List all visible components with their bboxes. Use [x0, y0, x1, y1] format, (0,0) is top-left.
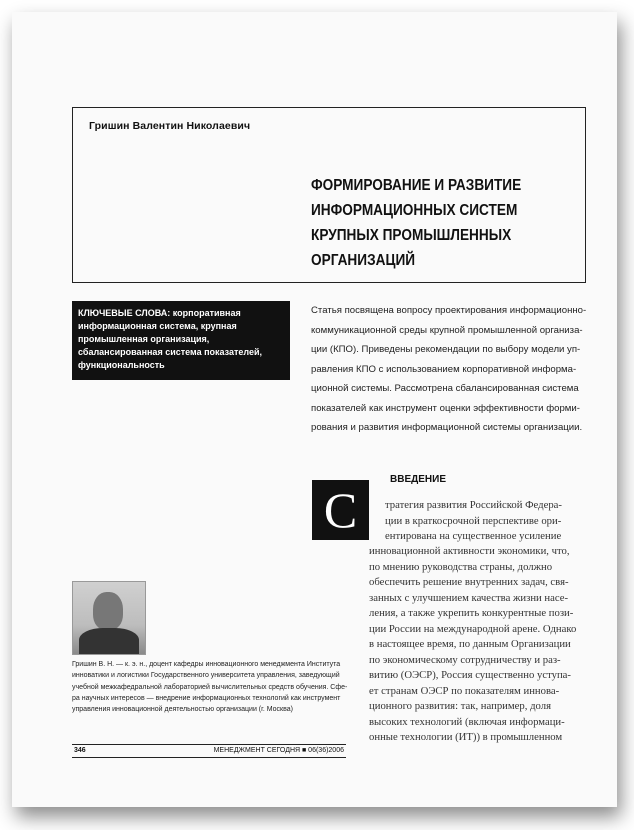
body-line: инновационной активности экономики, что, [369, 545, 570, 557]
body-line: по экономическому сотрудничеству и раз- [369, 653, 561, 666]
body-line: онные технологии (ИТ)) в промышленном [369, 731, 563, 743]
intro-text [369, 544, 587, 746]
body-line: тратегия развития Российской Федера- [385, 499, 562, 511]
article-header-box [72, 107, 586, 283]
bio-line: Гришин В. Н. — к. э. н., доцент кафедры инновационного менеджмента Института [72, 661, 341, 668]
body-line: высоких технологий (включая информаци- [369, 715, 565, 728]
article-title [311, 173, 540, 273]
abstract-line: ционной системы. Рассмотрена сбалансированная система [311, 383, 579, 394]
body-line: ции России на международной арене. Однако [369, 622, 577, 635]
author-name: Гришин Валентин Николаевич [89, 120, 251, 132]
title-line: ОРГАНИЗАЦИЙ [311, 252, 416, 269]
body-line: ции в краткосрочной перспективе ори- [385, 514, 562, 527]
abstract-line: равления КПО с использованием корпоративной информа- [311, 363, 577, 375]
body-line: обеспечить решение внутренних задач, свя- [369, 576, 569, 588]
body-line: ления, а также укрепить конкурентные пози- [369, 607, 574, 619]
body-line: витию (ОЭСР), Россия существенно уступа- [369, 669, 571, 681]
body-line: ентирована на существенное усиление [385, 530, 562, 542]
drop-cap: С [312, 480, 369, 540]
body-line: по мнению руководства страны, должно [369, 560, 553, 573]
journal-page [12, 12, 617, 807]
title-line: ИНФОРМАЦИОННЫХ СИСТЕМ [311, 202, 518, 219]
body-line: ет странам ОЭСР по показателям иннова- [369, 684, 560, 697]
body-line: занных с улучшением качества жизни насе- [369, 591, 569, 604]
abstract [311, 301, 591, 438]
author-bio [72, 659, 362, 715]
keywords-box: КЛЮЧЕВЫЕ СЛОВА: корпоративная информационная система, крупная промышленная организация, сбалансированная система показателей, функциональность [72, 301, 290, 380]
title-line: КРУПНЫХ ПРОМЫШЛЕННЫХ [311, 227, 512, 244]
page-footer [72, 744, 346, 758]
author-photo [72, 581, 146, 655]
title-line: ФОРМИРОВАНИЕ И РАЗВИТИЕ [311, 177, 522, 194]
intro-text-indented [385, 498, 585, 545]
abstract-line: рования и развития информационной системы организации. [311, 422, 583, 433]
bio-line: ра научных интересов — внедрение информационных технологий как инструмент [72, 694, 341, 702]
photo-shoulders-shape [79, 628, 139, 655]
page-number: 346 [74, 747, 86, 754]
bio-line: инноватики и логистики Государственного университета управления, заведующий [72, 672, 340, 680]
journal-issue: МЕНЕДЖМЕНТ СЕГОДНЯ ■ 06(36)2006 [213, 747, 344, 754]
body-line: ционного развития: так, например, доля [369, 700, 551, 712]
abstract-line: показателей как инструмент оценки эффективности форми- [311, 402, 580, 414]
abstract-line: коммуникационной среды крупной промышленной организа- [311, 324, 583, 336]
bio-line: учебной межкафедральной лабораторией вычислительных средств обучения. Сфе- [72, 683, 348, 691]
bio-line: управления инновационной деятельностью организации (г. Москва) [72, 706, 293, 714]
abstract-line: ции (КПО). Приведены рекомендации по выбору модели уп- [311, 344, 581, 355]
photo-head-shape [93, 592, 123, 630]
abstract-line: Статья посвящена вопросу проектирования информационно- [311, 305, 587, 316]
body-line: в настоящее время, по данным Организации [369, 638, 571, 650]
section-heading: ВВЕДЕНИЕ [390, 474, 446, 485]
